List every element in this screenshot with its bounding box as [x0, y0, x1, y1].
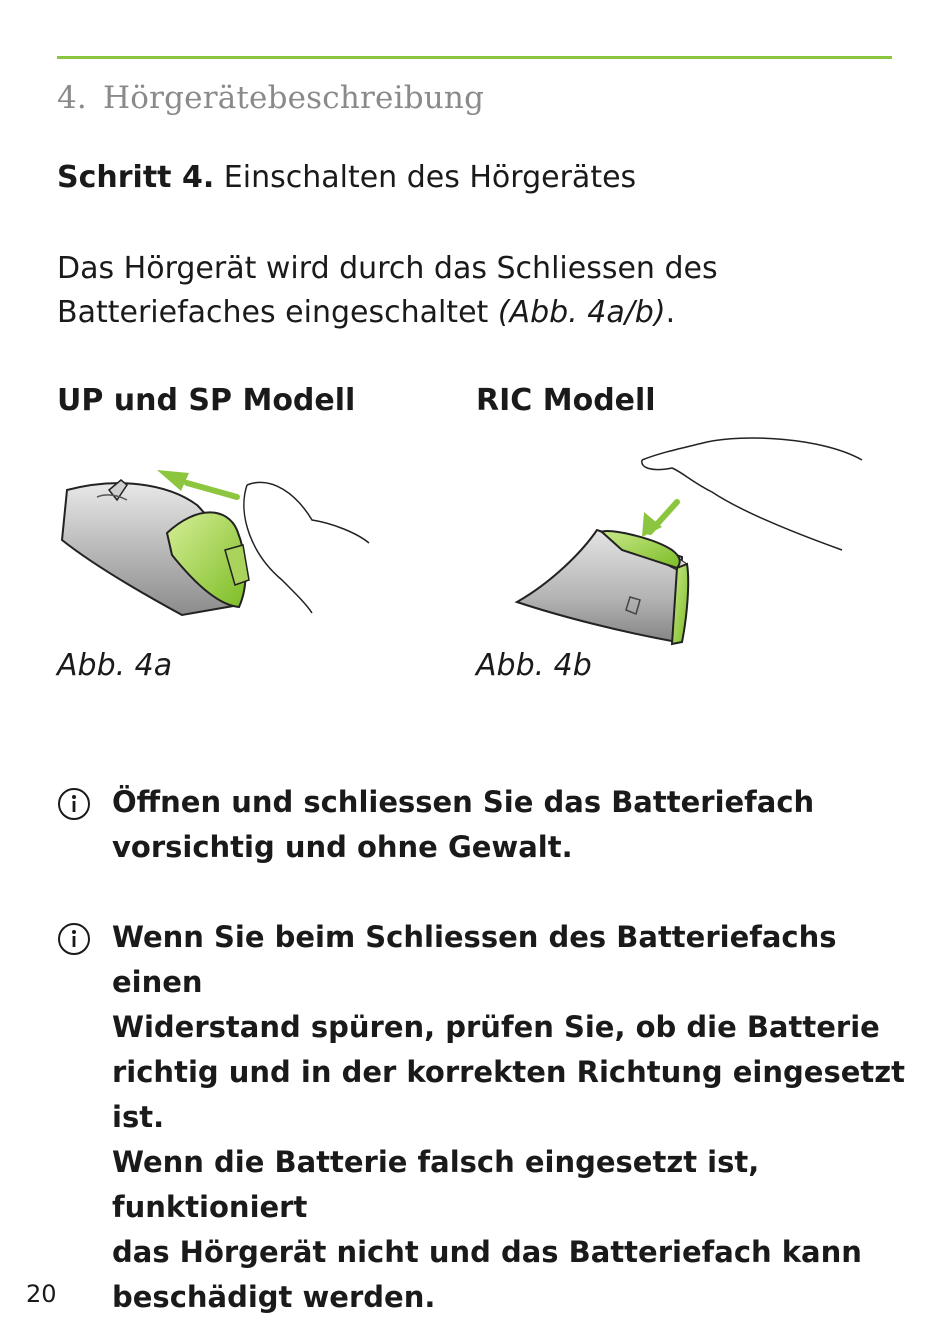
- note-line: Wenn Sie beim Schliessen des Batteriefachs einen: [112, 920, 837, 999]
- figure-heading-up-sp: UP und SP Modell: [57, 383, 356, 418]
- note-text: [112, 780, 912, 870]
- note-line: richtig und in der korrekten Richtung eingesetzt ist.: [112, 1055, 905, 1134]
- figure-reference: (Abb. 4a/b): [497, 295, 666, 330]
- page-number: 20: [26, 1280, 57, 1308]
- note-line: Öffnen und schliessen Sie das Batteriefach: [112, 785, 815, 819]
- info-icon: [57, 922, 91, 956]
- note-line: Wenn die Batterie falsch eingesetzt ist, funktioniert: [112, 1145, 760, 1224]
- note-line: vorsichtig und ohne Gewalt.: [112, 830, 573, 864]
- step-label: Schritt 4.: [57, 160, 215, 195]
- info-icon: [57, 787, 91, 821]
- chapter-heading: [57, 80, 484, 116]
- figure-4a-illustration: [57, 455, 387, 630]
- header-rule: [57, 56, 892, 59]
- note-text: [112, 915, 912, 1320]
- figure-heading-ric: RIC Modell: [476, 383, 656, 418]
- figure-4b-illustration: [512, 432, 872, 652]
- step-title: Einschalten des Hörgerätes: [223, 160, 637, 195]
- note-line: Widerstand spüren, prüfen Sie, ob die Batterie: [112, 1010, 880, 1044]
- note-line: beschädigt werden.: [112, 1280, 436, 1314]
- chapter-number: 4.: [57, 80, 87, 116]
- note-line: das Hörgerät nicht und das Batteriefach kann: [112, 1235, 862, 1269]
- intro-line-1: Das Hörgerät wird durch das Schliessen des: [57, 251, 718, 286]
- step-heading: [57, 160, 636, 195]
- figure-caption-4b: Abb. 4b: [476, 648, 592, 683]
- figure-caption-4a: Abb. 4a: [57, 648, 173, 683]
- intro-paragraph: [57, 247, 887, 335]
- chapter-title: Hörgerätebeschreibung: [102, 80, 485, 116]
- intro-period: .: [665, 295, 676, 330]
- intro-line-2: Batteriefaches eingeschaltet: [57, 295, 489, 330]
